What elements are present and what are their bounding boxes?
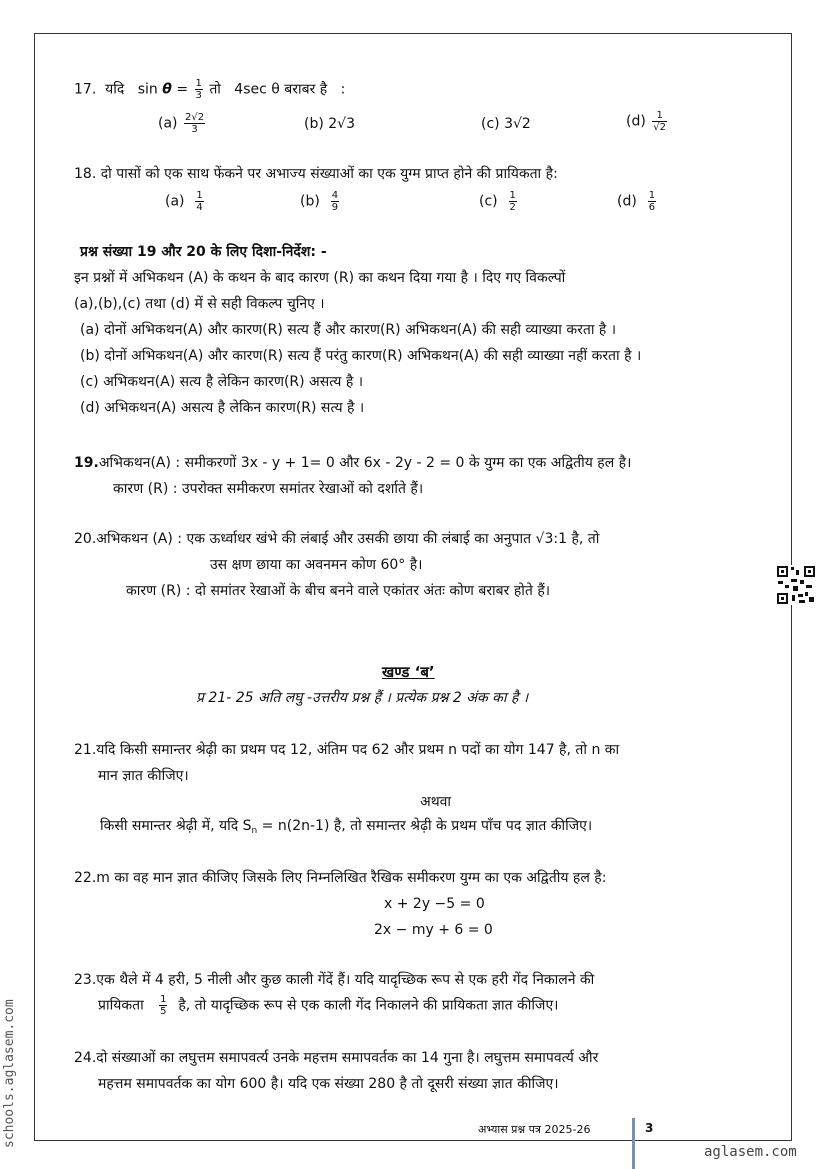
q18-option-d: (d) $\frac{1}{6}$ xyxy=(617,190,656,213)
page-number: 3 xyxy=(645,1121,654,1135)
q17-option-a: (a) $\frac{2√2}{3}$ xyxy=(158,112,205,135)
q17-option-c: (c) 3√2 xyxy=(481,116,531,132)
side-watermark: schools.aglasem.com xyxy=(2,999,17,1148)
or-label: अथवा xyxy=(420,794,452,810)
q17-option-d: (d) $\frac{1}{√2}$ xyxy=(626,110,666,133)
question-19-reason: कारण (R) : उपरोक्त समीकरण समांतर रेखाओं को दर्शाते हैं। xyxy=(113,481,424,497)
directions-option-b: (b) दोनों अभिकथन(A) और कारण(R) सत्य हैं परंतु कारण(R) अभिकथन(A) की सही व्याख्या नहीं करता है । xyxy=(80,348,642,364)
q17-option-b: (b) 2√3 xyxy=(304,116,356,132)
equation-2: 2x − my + 6 = 0 xyxy=(374,922,493,938)
question-20-reason: कारण (R) : दो समांतर रेखाओं के बीच बनने वाले एकांतर अंतः कोण बराबर होते हैं। xyxy=(126,583,551,599)
question-19-assertion: 19.अभिकथन(A) : समीकरणों 3x - y + 1= 0 और 6x - 2y - 2 = 0 के युग्म का एक अद्वितीय हल है। xyxy=(74,455,632,471)
question-23-cont: प्रायिकता $\frac{1}{5}$ है, तो यादृच्छिक रूप से एक काली गेंद निकालने की प्रायिकता ज्ञात कीजिए। xyxy=(98,994,559,1017)
directions-heading: प्रश्न संख्या 19 और 20 के लिए दिशा-निर्देश: - xyxy=(80,244,327,260)
question-20-assertion: 20.अभिकथन (A) : एक ऊर्ध्वाधर खंभे की लंबाई और उसकी छाया की लंबाई का अनुपात √3:1 है, तो xyxy=(74,531,600,547)
equation-1: x + 2y −5 = 0 xyxy=(384,896,485,912)
question-20-assertion-cont: उस क्षण छाया का अवनमन कोण 60° है। xyxy=(210,557,423,573)
footer-label: अभ्यास प्रश्न पत्र 2025-26 xyxy=(478,1123,591,1136)
qr-code-icon xyxy=(776,565,816,605)
q18-option-b: (b) $\frac{4}{9}$ xyxy=(300,190,339,213)
question-number: 17. xyxy=(74,81,97,98)
question-21-alternative: किसी समान्तर श्रेढ़ी में, यदि $S_n = n(2n-1)$ है, तो समान्तर श्रेढ़ी के प्रथम पाँच पद ज्ञात कीजिए। xyxy=(100,818,593,836)
site-watermark: aglasem.com xyxy=(704,1144,797,1160)
page-divider xyxy=(632,1118,635,1169)
question-18: 18. दो पासों को एक साथ फेंकने पर अभाज्य संख्याओं का एक युग्म प्राप्त होने की प्रायिकता है: xyxy=(74,166,558,182)
question-23: 23.एक थैले में 4 हरी, 5 नीली और कुछ काली गेंदें हैं। यदि यादृच्छिक रूप से एक हरी गेंद निकालने की xyxy=(74,972,595,988)
directions-line-2: (a),(b),(c) तथा (d) में से सही विकल्प चुनिए । xyxy=(74,296,325,312)
directions-option-c: (c) अभिकथन(A) सत्य है लेकिन कारण(R) असत्य है । xyxy=(80,374,364,390)
question-22: 22.m का वह मान ज्ञात कीजिए जिसके लिए निम्नलिखित रैखिक समीकरण युग्म का एक अद्वितीय हल है: xyxy=(74,870,607,886)
directions-option-a: (a) दोनों अभिकथन(A) और कारण(R) सत्य हैं और कारण(R) अभिकथन(A) की सही व्याख्या करता है । xyxy=(80,322,617,338)
question-21-cont: मान ज्ञात कीजिए। xyxy=(98,768,189,784)
fraction: $\frac{1}{3}$ xyxy=(195,78,202,101)
question-17: 17. यदि sin θ = $\frac{1}{3}$ तो 4sec θ बराबर है : xyxy=(74,78,346,101)
section-b-subtitle: प्र 21- 25 अति लघु -उत्तरीय प्रश्न हैं । प्रत्येक प्रश्न 2 अंक का है । xyxy=(196,690,529,706)
q18-option-a: (a) $\frac{1}{4}$ xyxy=(165,190,203,213)
directions-option-d: (d) अभिकथन(A) असत्य है लेकिन कारण(R) सत्य है । xyxy=(80,400,365,416)
directions-line-1: इन प्रश्नों में अभिकथन (A) के कथन के बाद कारण (R) का कथन दिया गया है । दिए गए विकल्पों xyxy=(74,270,566,286)
question-24-cont: महत्तम समापवर्तक का योग 600 है। यदि एक संख्या 280 है तो दूसरी संख्या ज्ञात कीजिए। xyxy=(98,1076,559,1092)
question-24: 24.दो संख्याओं का लघुत्तम समापवर्त्य उनके महत्तम समापवर्तक का 14 गुना है। लघुत्तम समापवर्त्य और xyxy=(74,1050,599,1066)
question-21: 21.यदि किसी समान्तर श्रेढ़ी का प्रथम पद 12, अंतिम पद 62 और प्रथम n पदों का योग 147 है, तो n का xyxy=(74,742,620,758)
section-b-title: खण्ड ‘ब’ xyxy=(382,663,435,681)
q18-option-c: (c) $\frac{1}{2}$ xyxy=(479,190,516,213)
